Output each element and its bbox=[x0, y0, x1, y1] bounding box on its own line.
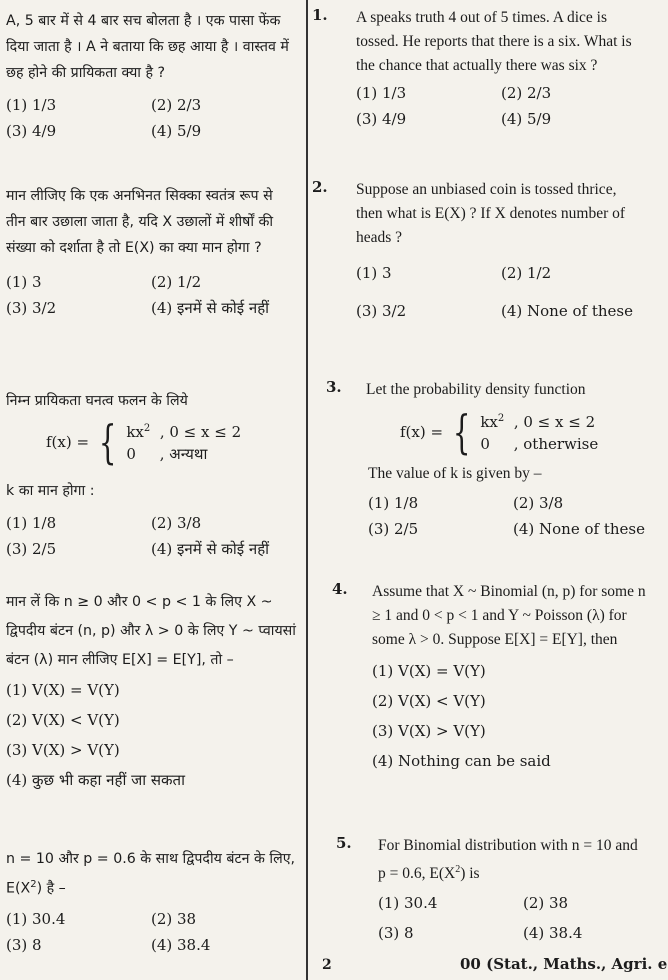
hindi-q3-option-1: (1) 1/8 bbox=[6, 514, 57, 532]
hindi-q2-options bbox=[6, 269, 296, 321]
hindi-q3-option-2: (2) 3/8 bbox=[151, 514, 202, 532]
hindi-q4-option-1: (1) V(X) = V(Y) bbox=[6, 681, 120, 699]
hindi-q2-text: मान लीजिए कि एक अनभिनत सिक्का स्वतंत्र रूप से तीन बार उछाला जाता है, यदि X उछालों में शीर्षों की संख्या को दर्शाता है तो E(X) का क्या मान होगा ? bbox=[6, 188, 274, 256]
english-q1-number: 1. bbox=[312, 6, 328, 24]
hindi-question-4 bbox=[6, 588, 296, 795]
english-question-3-part2 bbox=[368, 462, 645, 542]
english-q3-cases bbox=[480, 408, 598, 455]
english-q1-option-3: (3) 4/9 bbox=[356, 110, 407, 128]
english-q4-number: 4. bbox=[332, 580, 348, 598]
hindi-q5-options bbox=[6, 906, 296, 958]
hindi-q3-case2-cond: , अन्यथा bbox=[159, 445, 208, 463]
english-q1-text: A speaks truth 4 out of 5 times. A dice is tossed. He reports that there is a six. What is the chance that actually there was six ? bbox=[356, 9, 632, 74]
hindi-q3-case2-expr: 0 bbox=[126, 445, 136, 463]
hindi-question-3 bbox=[6, 388, 296, 414]
english-q3-case1-cond: , 0 ≤ x ≤ 2 bbox=[513, 413, 596, 431]
english-q3-formula bbox=[400, 404, 599, 459]
hindi-q4-option-4: (4) कुछ भी कहा नहीं जा सकता bbox=[6, 771, 185, 789]
left-brace-icon: { bbox=[98, 414, 117, 469]
english-q5-text-a: For Binomial distribution with n = 10 and p = 0.6, E(X bbox=[378, 837, 638, 883]
hindi-q5-option-1: (1) 30.4 bbox=[6, 909, 66, 928]
english-q3-case1-expr: kx bbox=[480, 413, 498, 431]
hindi-column bbox=[0, 0, 300, 980]
english-q5-option-3: (3) 8 bbox=[378, 924, 414, 943]
hindi-q1-option-1: (1) 1/3 bbox=[6, 96, 57, 114]
english-q2-option-4: (4) None of these bbox=[501, 302, 633, 320]
hindi-q4-text: मान लें कि n ≥ 0 और 0 < p < 1 के लिए X ~ द्विपदीय बंटन (n, p) और λ > 0 के लिए Y ~ प्वायसां बंटन (λ) मान लीजिए E[X] = E[Y], तो – bbox=[6, 594, 296, 668]
hindi-q3-case1-sup: 2 bbox=[143, 423, 151, 434]
hindi-question-1 bbox=[6, 8, 296, 144]
hindi-q1-option-4: (4) 5/9 bbox=[151, 122, 202, 140]
english-q5-text bbox=[378, 834, 648, 886]
english-q4-option-1: (1) V(X) = V(Y) bbox=[372, 662, 486, 680]
english-q1-option-2: (2) 2/3 bbox=[501, 84, 552, 102]
english-q3-option-2: (2) 3/8 bbox=[513, 494, 564, 512]
hindi-q2-option-4: (4) इनमें से कोई नहीं bbox=[151, 299, 270, 317]
english-q3-option-1: (1) 1/8 bbox=[368, 494, 419, 512]
hindi-q5-text bbox=[6, 846, 296, 902]
english-q2-number: 2. bbox=[312, 178, 328, 196]
hindi-q3-text2: k का मान होगा : bbox=[6, 483, 95, 499]
hindi-q1-text: A, 5 बार में से 4 बार सच बोलता है । एक पासा फेंक दिया जाता है । A ने बताया कि छह आया है । वास्तव में छह होने की प्रायिकता क्या है ? bbox=[6, 13, 289, 81]
english-q3-text: Let the probability density function bbox=[366, 381, 586, 398]
hindi-question-3-part2 bbox=[6, 478, 296, 562]
english-q3-options bbox=[368, 490, 645, 542]
hindi-q3-case1-expr: kx bbox=[126, 423, 144, 441]
hindi-q3-case1-cond: , 0 ≤ x ≤ 2 bbox=[159, 423, 242, 441]
english-q4-option-3: (3) V(X) > V(Y) bbox=[372, 722, 486, 740]
hindi-q1-options bbox=[6, 92, 296, 144]
hindi-q4-option-2: (2) V(X) < V(Y) bbox=[6, 711, 120, 729]
hindi-q1-option-2: (2) 2/3 bbox=[151, 96, 202, 114]
english-q4-options bbox=[372, 656, 652, 776]
hindi-q5-text-b: ) है – bbox=[36, 880, 66, 897]
hindi-q3-formula bbox=[46, 414, 242, 469]
english-q1-option-4: (4) 5/9 bbox=[501, 110, 552, 128]
english-q4-text: Assume that X ~ Binomial (n, p) for some n ≥ 1 and 0 < p < 1 and Y ~ Poisson (λ) for some λ > 0. Suppose E[X] = E[Y], then bbox=[372, 583, 646, 648]
hindi-q1-option-3: (3) 4/9 bbox=[6, 122, 57, 140]
english-q4-option-4: (4) Nothing can be said bbox=[372, 752, 551, 770]
hindi-q3-options bbox=[6, 510, 296, 562]
hindi-q4-options bbox=[6, 675, 296, 795]
english-q3-f-label: f(x) = bbox=[400, 422, 444, 441]
english-q2-option-2: (2) 1/2 bbox=[501, 264, 552, 282]
english-q5-option-1: (1) 30.4 bbox=[378, 894, 438, 913]
hindi-question-5 bbox=[6, 846, 296, 958]
english-q4-option-2: (2) V(X) < V(Y) bbox=[372, 692, 486, 710]
hindi-q4-option-3: (3) V(X) > V(Y) bbox=[6, 741, 120, 759]
hindi-q5-option-4: (4) 38.4 bbox=[151, 935, 211, 954]
column-divider bbox=[306, 0, 308, 980]
english-q3-case2-expr: 0 bbox=[480, 435, 490, 453]
left-brace-icon: { bbox=[452, 404, 471, 459]
hindi-q3-option-3: (3) 2/5 bbox=[6, 540, 57, 558]
page-number: 2 bbox=[322, 957, 332, 973]
hindi-q2-option-3: (3) 3/2 bbox=[6, 299, 57, 317]
hindi-q3-f-label: f(x) = bbox=[46, 432, 90, 451]
english-q2-option-1: (1) 3 bbox=[356, 264, 392, 282]
footer-code: 00 (Stat., Maths., Agri. e bbox=[460, 955, 668, 973]
hindi-q2-option-1: (1) 3 bbox=[6, 273, 42, 291]
english-q5-text-b: ) is bbox=[460, 865, 480, 883]
hindi-q3-cases bbox=[126, 418, 241, 465]
english-q1-options bbox=[356, 80, 646, 132]
english-q2-options bbox=[356, 260, 646, 324]
english-q5-option-2: (2) 38 bbox=[523, 894, 569, 913]
hindi-q2-option-2: (2) 1/2 bbox=[151, 273, 202, 291]
hindi-q5-text-sup: 2 bbox=[30, 879, 37, 890]
english-q3-number: 3. bbox=[326, 378, 342, 396]
english-q2-text: Suppose an unbiased coin is tossed thrice, then what is E(X) ? If X denotes number of heads ? bbox=[356, 181, 626, 246]
english-q2-option-3: (3) 3/2 bbox=[356, 302, 407, 320]
hindi-q5-option-2: (2) 38 bbox=[151, 909, 197, 928]
english-q1-option-1: (1) 1/3 bbox=[356, 84, 407, 102]
english-q3-case1-sup: 2 bbox=[497, 413, 505, 424]
hindi-q3-option-4: (4) इनमें से कोई नहीं bbox=[151, 540, 270, 558]
hindi-q5-option-3: (3) 8 bbox=[6, 935, 42, 954]
english-q5-number: 5. bbox=[336, 834, 352, 852]
english-q3-option-4: (4) None of these bbox=[513, 520, 645, 538]
hindi-question-2 bbox=[6, 183, 296, 321]
english-q3-text2: The value of k is given by – bbox=[368, 465, 542, 482]
hindi-q5-text-a: n = 10 और p = 0.6 के साथ द्विपदीय बंटन के लिए, E(X bbox=[6, 851, 296, 897]
english-q5-option-4: (4) 38.4 bbox=[523, 924, 583, 943]
english-column bbox=[312, 0, 646, 980]
english-q3-case2-cond: , otherwise bbox=[513, 435, 599, 453]
english-q3-option-3: (3) 2/5 bbox=[368, 520, 419, 538]
english-q5-text-sup: 2 bbox=[455, 864, 461, 875]
english-q5-options bbox=[378, 890, 648, 946]
hindi-q3-text: निम्न प्रायिकता घनत्व फलन के लिये bbox=[6, 393, 188, 409]
